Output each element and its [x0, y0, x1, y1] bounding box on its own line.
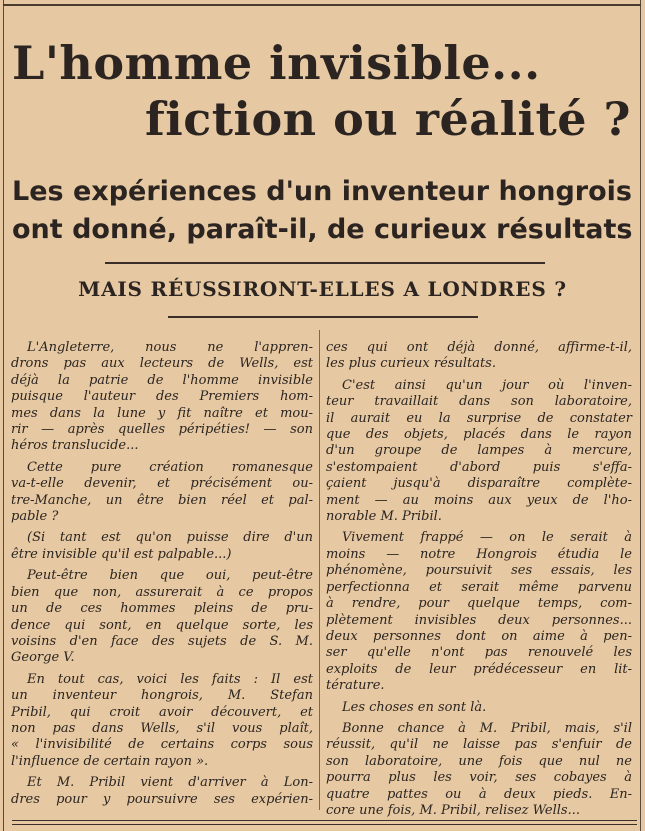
article-line: il aurait eu la surprise de constater	[326, 410, 632, 426]
article-line: quatre pattes ou à deux pieds. En-	[326, 786, 632, 802]
article-line: ser qu'elle n'ont pas renouvelé les	[326, 645, 632, 661]
article-line: George V.	[11, 650, 75, 666]
article-line: bien que non, assurerait à ce propos	[11, 584, 313, 600]
clipping-border-right	[640, 0, 641, 831]
article-line: perfectionna et serait même parvenu	[326, 579, 632, 595]
kicker-headline: MAIS RÉUSSIRONT-ELLES A LONDRES ?	[78, 277, 567, 301]
article-line: réussit, qu'il ne laisse pas s'enfuir de	[326, 737, 632, 753]
article-line: Pribil, qui croit avoir découvert, et	[11, 704, 313, 720]
article-paragraph	[11, 460, 313, 526]
article-line: héros translucide...	[11, 438, 139, 454]
article-line: puisque l'auteur des Premiers hom-	[11, 389, 313, 405]
article-line: déjà la patrie de l'homme invisible	[11, 372, 313, 388]
article-line: çaient jusqu'à disparaître complète-	[326, 476, 632, 492]
article-column-2	[326, 340, 632, 824]
article-line: deux personnes dont on aime à pen-	[326, 628, 632, 644]
headline-line-2: fiction ou réalité ?	[144, 92, 631, 146]
article-line: plètement invisibles deux personnes...	[326, 612, 632, 628]
subheadline-line-1: Les expériences d'un inventeur hongrois	[12, 176, 632, 207]
article-paragraph	[11, 775, 313, 808]
article-line: teur travaillait dans son laboratoire,	[326, 394, 632, 410]
article-line: (Si tant est qu'on puisse dire d'un	[27, 530, 313, 546]
article-line: l'influence de certain rayon ».	[11, 753, 209, 769]
article-line: dence qui sont, en quelque sorte, les	[11, 617, 313, 633]
clipping-border-left	[3, 0, 4, 831]
article-paragraph	[326, 530, 632, 694]
column-divider	[319, 330, 320, 810]
article-line: ment — au moins aux yeux de l'ho-	[326, 492, 632, 508]
article-column-1	[11, 340, 313, 813]
article-line: que des objets, placés dans le rayon	[326, 427, 632, 443]
article-line: « l'invisibilité de certains corps sous	[11, 737, 313, 753]
article-line: moins — notre Hongrois étudia le	[326, 546, 632, 562]
article-line: non pas dans Wells, s'il vous plaît,	[11, 720, 313, 736]
top-rule	[3, 4, 641, 6]
article-line: exploits de leur prédécesseur en lit-	[326, 661, 632, 677]
article-line: un inventeur hongrois, M. Stefan	[11, 688, 313, 704]
article-line: norable M. Pribil.	[326, 509, 442, 525]
article-line: mes dans la lune y fit naître et mou-	[11, 405, 313, 421]
article-line: pable ?	[11, 509, 59, 525]
article-line: rir — après quelles péripéties! — son	[11, 422, 313, 438]
bottom-rule	[12, 820, 637, 821]
article-line: son laboratoire, une fois que nul ne	[326, 753, 632, 769]
article-paragraph	[326, 721, 632, 819]
article-line: tre-Manche, un être bien réel et pal-	[11, 492, 313, 508]
article-paragraph	[11, 530, 313, 563]
article-line: Bonne chance à M. Pribil, mais, s'il	[342, 720, 632, 736]
article-line: va-t-elle devenir, et précisément ou-	[11, 476, 313, 492]
subheadline-line-2: ont donné, paraît-il, de curieux résultats	[12, 214, 633, 245]
article-line: Vivement frappé — on le serait à	[342, 530, 632, 546]
article-line: En tout cas, voici les faits : Il est	[27, 671, 313, 687]
article-paragraph	[11, 568, 313, 666]
article-line: Peut-être bien que oui, peut-être	[27, 568, 313, 584]
article-line: les plus curieux résultats.	[326, 356, 496, 372]
article-line: être invisible qu'il est palpable...)	[11, 546, 232, 562]
article-paragraph	[11, 672, 313, 770]
article-line: phénomène, poursuivit ses essais, les	[326, 563, 632, 579]
article-line: térature.	[326, 678, 385, 694]
article-paragraph	[11, 340, 313, 455]
article-line: drons pas aux lecteurs de Wells, est	[11, 356, 313, 372]
article-line: core une fois, M. Pribil, relisez Wells...	[326, 802, 580, 818]
divider-rule	[105, 262, 545, 264]
article-line: Les choses en sont là.	[342, 699, 487, 715]
article-line: voisins d'en face des sujets de S. M.	[11, 633, 313, 649]
bottom-rule	[12, 824, 637, 825]
article-line: C'est ainsi qu'un jour où l'inven-	[342, 377, 632, 393]
article-line: d'un groupe de lampes à mercure,	[326, 443, 632, 459]
article-line: un de ces hommes pleins de pru-	[11, 601, 313, 617]
article-paragraph	[326, 378, 632, 526]
article-paragraph	[326, 700, 632, 716]
article-line: L'Angleterre, nous ne l'appren-	[27, 340, 313, 355]
article-line: pourra plus les voir, ses cobayes à	[326, 770, 632, 786]
article-line: à rendre, pour quelque temps, com-	[326, 596, 632, 612]
article-line: Cette pure création romanesque	[27, 459, 313, 475]
divider-rule	[168, 316, 478, 318]
article-line: ces qui ont déjà donné, affirme-t-il,	[326, 340, 632, 355]
article-paragraph	[326, 340, 632, 373]
article-line: Et M. Pribil vient d'arriver à Lon-	[27, 775, 313, 791]
article-line: dres pour y poursuivre ses expérien-	[11, 791, 313, 807]
article-line: s'estompaient d'abord puis s'effa-	[326, 459, 632, 475]
headline-line-1: L'homme invisible...	[12, 36, 541, 90]
